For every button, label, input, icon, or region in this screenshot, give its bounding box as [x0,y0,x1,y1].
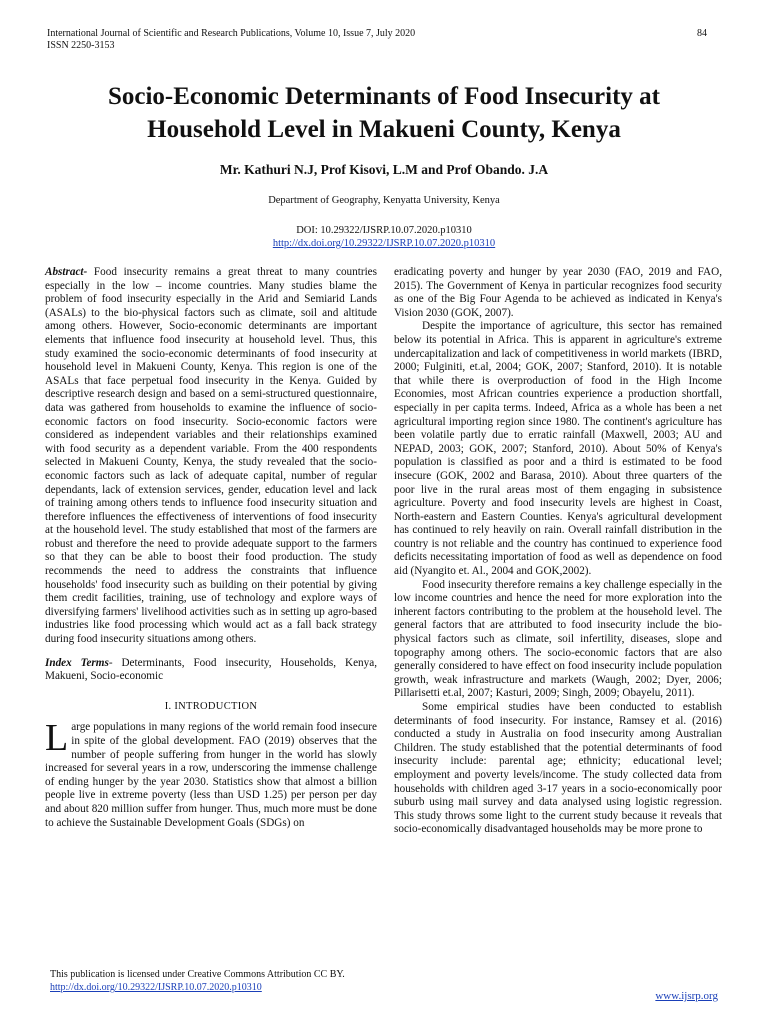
footer-doi-link[interactable]: http://dx.doi.org/10.29322/IJSRP.10.07.2020.p10310 [50,982,262,993]
title-line-1: Socio-Economic Determinants of Food Insecurity at [107,83,660,110]
doi-block [40,224,728,250]
affiliation: Department of Geography, Kenyatta University, Kenya [268,195,500,206]
paragraph-4: Some empirical studies have been conducted to establish determinants of food insecurity. For instance, Ramsey et al. (2016) conducted a study in Australia on food insecurity among Australian Children. The study established that the potential determinants of food insecurity include: parental age; ethnicity; educational level; employment and poverty levels/income. The study collected data from households with children aged 3-17 years in a socio-economically poor suburb using mail survey and data analysed using logistic regression. This study throws some light to the current study because it reveals that socio-economically disadvantaged households may be more prone to [394,701,722,836]
paragraph-1: eradicating poverty and hunger by year 2030 (FAO, 2019 and FAO, 2015). The Government of Kenya in particular recognizes food security as one of the Big Four Agenda to be achieved as indicated in Kenya's Vision 2030 (GOK, 2007). [394,266,722,319]
page-number: 84 [697,28,707,39]
index-terms-label: Index Terms [45,656,109,669]
paragraph-2: Despite the importance of agriculture, this sector has remained below its potential in Africa. This is apparent in agriculture's extreme undercapitalization and lack of competitiveness in world markets (IBRD, 2000; Fulginiti, et.al, 2004; GOK, 2007; Stanford, 2010). It is notable that while there is overproduction of food in the High Income Economies, most African countries experience a production shortfall, especially in per capita terms. Indeed, Africa as a whole has been a net agricultural importing region since 1980. The continent's agriculture has been volatile partly due to erratic rainfall (Maxwell, 2003; AU and NEPAD, 2003; GOK, 2007; Stanford, 2010). About 50% of Kenya's population is classified as poor and a third is estimated to be food insecure (GOK, 2002 and Barasa, 2010). About three quarters of the poor live in the rural areas most of them engaging in subsistence agriculture. Poverty and food insecurity levels are highest in Coast, North-eastern and Eastern Counties. Kenya's agricultural development has continued to rely heavily on rain. Overall rainfall distribution in the country is not reliable and the country has continued to experience food deficits necessitating importation of food as well as dependence on food aid (Nyangito et. Al., 2004 and GOK,2002). [394,320,722,578]
index-terms-text: - Determinants, Food insecurity, Households, Kenya, Makueni, Socio-economic [45,656,377,683]
intro-text: arge populations in many regions of the world remain food insecure in spite of the global development. FAO (2019) observes that the number of people suffering from hunger in the world has slowly increased for several years in a row, underscoring the immense challenge of ending hunger by the year 2030. Statistics show that almost a billion people live in extreme poverty (less than USD 1.25) per person per day and about 820 million suffer from hunger. Thus, much more must be done to achieve the Sustainable Development Goals (SDGs) on [45,721,377,829]
left-column [45,266,377,830]
page-header [47,28,715,52]
intro-paragraph [45,717,377,830]
right-column [394,266,722,837]
paper-title [40,80,728,146]
section-heading: I. INTRODUCTION [164,700,258,712]
doi-link[interactable]: http://dx.doi.org/10.29322/IJSRP.10.07.2020.p10310 [272,238,496,249]
index-terms [45,657,377,684]
title-line-2: Household Level in Makueni County, Kenya [147,116,621,143]
page-footer [50,968,720,1002]
paragraph-3: Food insecurity therefore remains a key challenge especially in the low income countries and hence the need for more exploration into the inherent factors contributing to the problem at the household level. The general factors that are attributed to food insecurity include the bio-physical factors such as climate, soil infertility, diseases, slope and topography among others. The socio-economic factors that are also generally considered to have effect on food insecurity include population growth, weak infrastructure and markets (Waugh, 2002; Dyer, 2006; Pillarisetti et.al, 2007; Kasturi, 2009; Singh, 2009; Obayelu, 2011). [394,578,722,700]
abstract-label: Abstract- [45,266,88,278]
license-text: This publication is licensed under Creative Commons Attribution CC BY. [50,969,345,980]
journal-citation: International Journal of Scientific and Research Publications, Volume 10, Issue 7, July 2020 [47,28,416,39]
abstract [45,266,377,647]
drop-cap: L [45,717,69,760]
issn: ISSN 2250-3153 [47,40,115,51]
authors: Mr. Kathuri N.J, Prof Kisovi, L.M and Prof Obando. J.A [219,162,549,177]
abstract-text: Food insecurity remains a great threat to many countries especially in the low – income countries. Many studies blame the problem of food insecurity especially in the Arid and Semiarid Lands (ASALs) to the bio-physical factors such as climate, soil and altitude among others. However, Socio-economic determinants are important elements that influence food insecurity at household level. Thus, this study examined the socio-economic determinants of food insecurity at household level in Makueni County, Kenya. This region is one of the ASALs that face perpetual food insecurity in the Kenya. Guided by descriptive research design and based on a semi-structured questionnaire, data was gathered from households to examine the influence of socio-economic factors on food insecurity. Socio-economic factors were considered as independent variables and their relationships examined with food security as a dependent variable. From the 400 respondents selected in Makueni County, Kenya, the study revealed that the socio-economic factors such as lack of adequate capital, number of regular dependants, lack of extension services, gender, education level and lack of training among others tends to influence food insecurity situation and therefore influences the effectiveness of interventions of food insecurity at the household level. The study established that most of the farmers are robust and therefore the need to provide adequate support to the farmers so that they can be able to boost their food production. The study recommends the need to address the constraints that influence households' food insecurity such as building on their potential by giving them credit facilities, training, use of technology and explore ways of diversifying farmers' livelihood activities such as in setting up agro-based industries like food processing which would act as a fall back strategy during food insecurity situations among others. [45,266,378,646]
doi-text: DOI: 10.29322/IJSRP.10.07.2020.p10310 [296,225,472,236]
journal-site-link[interactable]: www.ijsrp.org [655,990,718,1002]
